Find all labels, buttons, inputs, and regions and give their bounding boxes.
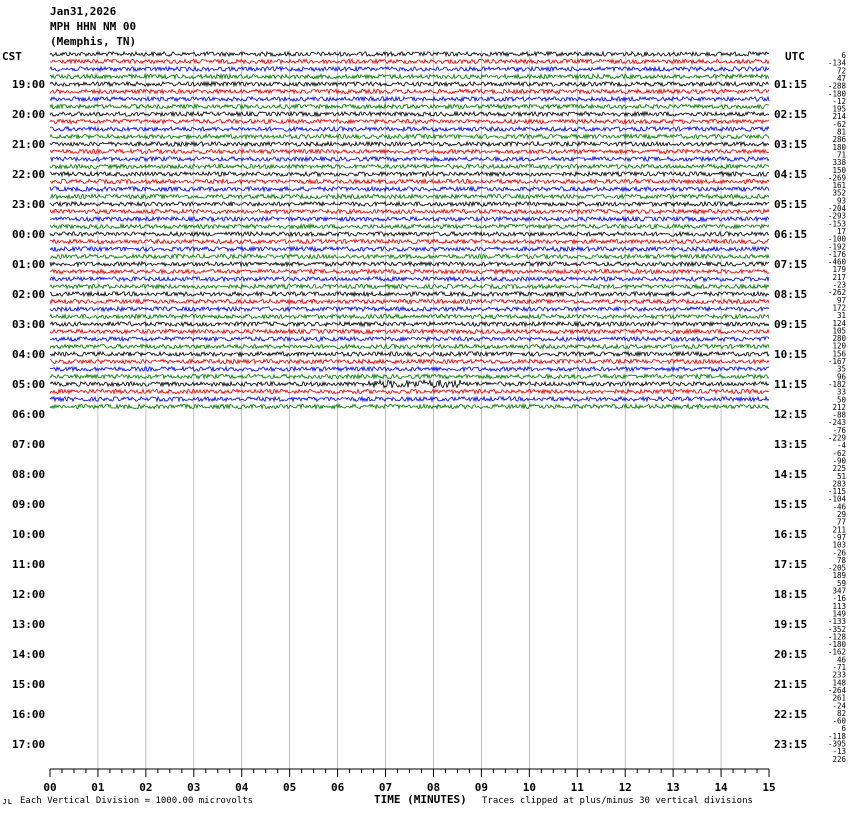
hour-label-utc: 02:15: [774, 108, 808, 121]
hour-label-cst: 07:00: [12, 438, 46, 451]
trace-offset-value: -60: [832, 716, 846, 726]
trace-offset-value: -395: [827, 739, 846, 749]
trace-offset-value: -134: [827, 58, 846, 68]
seismic-trace: [50, 104, 769, 108]
trace-offset-value: -269: [827, 173, 846, 183]
trace-offset-value: 161: [832, 181, 846, 191]
seismic-trace: [50, 269, 769, 273]
x-tick-label: 10: [522, 781, 536, 794]
hour-label-utc: 12:15: [774, 408, 808, 421]
seismic-trace: [50, 344, 769, 348]
x-tick-label: 11: [570, 781, 584, 794]
hour-label-cst: 04:00: [12, 348, 46, 361]
trace-offset-value: -12: [832, 96, 846, 106]
seismic-trace: [50, 374, 769, 378]
trace-offset-value: -62: [832, 119, 846, 129]
hour-label-cst: 17:00: [12, 738, 46, 751]
hour-label-utc: 15:15: [774, 498, 808, 511]
hour-label-cst: 14:00: [12, 648, 46, 661]
trace-offset-value: 6: [841, 51, 846, 60]
seismic-trace: [50, 74, 769, 78]
trace-offset-value: -243: [827, 418, 846, 428]
trace-offset-value: -167: [827, 357, 846, 366]
trace-offset-value: 113: [832, 601, 846, 611]
trace-offset-value: -205: [827, 563, 846, 573]
trace-offset-value: 59: [836, 578, 846, 588]
hour-label-utc: 11:15: [774, 378, 808, 391]
trace-offset-value: -23: [832, 280, 846, 290]
seismic-trace: [50, 262, 769, 266]
seismic-trace: [50, 164, 769, 168]
trace-offset-value: -88: [832, 410, 846, 420]
trace-offset-value: 72: [836, 66, 846, 76]
hour-label-cst: 23:00: [12, 198, 46, 211]
seismic-trace: [50, 329, 769, 333]
seismic-trace: [50, 322, 769, 326]
trace-offset-value: -293: [827, 211, 846, 221]
x-tick-label: 15: [762, 781, 776, 794]
trace-offset-value: 280: [832, 334, 846, 344]
trace-offset-value: -180: [827, 89, 846, 99]
seismic-trace: [50, 127, 769, 131]
trace-offset-value: 78: [836, 555, 846, 565]
hour-label-cst: 21:00: [12, 138, 46, 151]
trace-offset-value: -100: [827, 234, 846, 244]
trace-offset-value: 120: [832, 341, 846, 351]
trace-offset-value: -460: [827, 257, 846, 267]
trace-offset-value: 189: [832, 571, 846, 581]
left-timezone-label: CST: [2, 50, 22, 63]
hour-label-cst: 12:00: [12, 588, 46, 601]
seismic-trace: [50, 314, 769, 318]
x-tick-label: 04: [235, 781, 249, 794]
seismic-trace: [50, 239, 769, 243]
trace-offset-value: 82: [836, 708, 846, 718]
hour-label-utc: 20:15: [774, 648, 808, 661]
trace-offset-value: 50: [836, 395, 846, 405]
seismic-trace: [50, 247, 769, 251]
hour-label-cst: 13:00: [12, 618, 46, 631]
hour-label-utc: 09:15: [774, 318, 808, 331]
hour-label-cst: 02:00: [12, 288, 46, 301]
hour-label-cst: 15:00: [12, 678, 46, 691]
trace-offset-value: 217: [832, 272, 846, 282]
trace-offset-value: -204: [827, 204, 846, 213]
seismic-trace: [50, 224, 769, 228]
hour-label-utc: 08:15: [774, 288, 808, 301]
trace-offset-value: -264: [827, 685, 846, 695]
hour-label-cst: 22:00: [12, 168, 46, 181]
hour-label-cst: 03:00: [12, 318, 46, 331]
trace-offset-value: 149: [832, 609, 846, 619]
hour-label-utc: 04:15: [774, 168, 808, 181]
trace-offset-value: 96: [836, 372, 846, 382]
seismic-trace: [50, 359, 769, 363]
seismic-trace: [50, 380, 769, 388]
trace-offset-value: 105: [832, 326, 846, 336]
trace-offset-value: 233: [832, 670, 846, 680]
trace-offset-value: 47: [836, 73, 846, 83]
trace-offset-value: -115: [827, 487, 846, 497]
seismic-trace: [50, 119, 769, 123]
seismic-trace: [50, 202, 769, 206]
trace-offset-value: 6: [841, 724, 846, 734]
trace-offset-value: -4: [836, 441, 846, 451]
x-tick-label: 02: [139, 781, 153, 794]
x-tick-label: 03: [187, 781, 201, 794]
trace-offset-value: 214: [832, 112, 846, 122]
hour-label-utc: 07:15: [774, 258, 808, 271]
trace-offset-value: 283: [832, 479, 846, 489]
hour-label-utc: 23:15: [774, 738, 808, 751]
trace-offset-value: 51: [836, 471, 846, 481]
hour-label-cst: 10:00: [12, 528, 46, 541]
trace-offset-value: -133: [827, 617, 846, 627]
seismic-trace: [50, 142, 769, 146]
seismic-trace: [50, 82, 769, 86]
seismic-trace: [50, 194, 769, 198]
hour-label-utc: 13:15: [774, 438, 808, 451]
trace-offset-value: 261: [832, 693, 846, 703]
header-station: MPH HHN NM 00: [50, 20, 137, 33]
hour-label-utc: 16:15: [774, 528, 808, 541]
right-timezone-label: UTC: [785, 50, 805, 63]
hour-label-cst: 16:00: [12, 708, 46, 721]
trace-offset-value: 81: [836, 127, 846, 137]
hour-label-utc: 17:15: [774, 558, 808, 571]
seismic-trace: [50, 307, 769, 311]
hour-label-utc: 21:15: [774, 678, 808, 691]
trace-offset-value: 179: [832, 265, 846, 275]
trace-offset-value: 103: [832, 540, 846, 550]
trace-offset-value: 71: [836, 150, 846, 160]
clip-note: Traces clipped at plus/minus 30 vertical divisions: [482, 796, 753, 806]
trace-offset-value: 338: [832, 158, 846, 168]
trace-offset-value: -26: [832, 548, 846, 558]
trace-offset-value: -71: [832, 663, 846, 672]
hour-label-utc: 06:15: [774, 228, 808, 241]
seismic-trace: [50, 67, 769, 71]
footer-mark: ᴊʟ: [2, 797, 13, 807]
trace-offset-value: -24: [832, 701, 846, 711]
seismic-trace: [50, 367, 769, 371]
seismic-trace: [50, 389, 769, 393]
x-axis-title: TIME (MINUTES): [374, 793, 467, 806]
hour-label-utc: 19:15: [774, 618, 808, 631]
trace-offset-value: -97: [832, 532, 846, 542]
header-location: (Memphis, TN): [50, 35, 137, 48]
hour-label-cst: 19:00: [12, 78, 46, 91]
x-tick-label: 13: [666, 781, 680, 794]
trace-offset-value: -162: [827, 647, 846, 657]
seismic-trace: [50, 112, 769, 116]
trace-offset-value: 77: [836, 517, 846, 527]
trace-offset-value: 46: [836, 655, 846, 665]
trace-offset-value: -46: [832, 502, 846, 512]
trace-offset-value: -16: [832, 594, 846, 604]
trace-offset-value: 31: [836, 311, 846, 321]
seismic-trace: [50, 404, 769, 408]
trace-offset-value: 180: [832, 142, 846, 152]
trace-offset-value: 17: [836, 226, 846, 236]
trace-offset-value: 156: [832, 349, 846, 359]
trace-offset-value: -62: [832, 448, 846, 458]
seismic-trace: [50, 179, 769, 183]
seismic-trace: [50, 97, 769, 101]
seismic-trace: [50, 134, 769, 138]
hour-label-cst: 20:00: [12, 108, 46, 121]
trace-offset-value: 33: [836, 387, 846, 397]
trace-offset-value: -352: [827, 624, 846, 634]
seismic-trace: [50, 187, 769, 191]
x-tick-label: 12: [618, 781, 632, 794]
trace-offset-value: -118: [827, 731, 846, 741]
trace-offset-value: -182: [827, 379, 846, 389]
x-tick-label: 14: [714, 781, 728, 794]
trace-offset-value: 195: [832, 104, 846, 114]
x-tick-label: 07: [378, 781, 393, 794]
seismic-trace: [50, 352, 769, 356]
scale-note: Each Vertical Division = 1000.00 microvolts: [20, 796, 253, 806]
x-tick-label: 00: [43, 781, 57, 794]
x-tick-label: 08: [426, 781, 441, 794]
hour-label-utc: 05:15: [774, 198, 808, 211]
trace-offset-value: 150: [832, 165, 846, 175]
seismic-trace: [50, 299, 769, 303]
seismic-trace: [50, 209, 769, 213]
hour-label-utc: 10:15: [774, 348, 808, 361]
trace-offset-value: 211: [832, 525, 846, 535]
trace-offset-value: 226: [832, 754, 846, 764]
hour-label-cst: 05:00: [12, 378, 46, 391]
seismic-trace: [50, 89, 769, 93]
trace-offset-value: -262: [827, 288, 846, 298]
trace-offset-value: 172: [832, 303, 846, 313]
trace-offset-value: -180: [827, 640, 846, 650]
trace-offset-value: -192: [827, 242, 846, 252]
trace-offset-value: 93: [836, 196, 846, 206]
trace-offset-value: 29: [836, 510, 846, 519]
trace-offset-value: 352: [832, 188, 846, 198]
seismic-trace: [50, 284, 769, 288]
trace-offset-value: 35: [836, 364, 846, 374]
seismic-trace: [50, 397, 769, 401]
hour-label-cst: 09:00: [12, 498, 46, 511]
hour-label-utc: 01:15: [774, 78, 808, 91]
trace-offset-value: 97: [836, 295, 846, 305]
trace-offset-value: -13: [832, 747, 846, 757]
trace-offset-value: -229: [827, 433, 846, 443]
hour-label-utc: 03:15: [774, 138, 808, 151]
trace-offset-value: -176: [827, 249, 846, 259]
hour-label-utc: 14:15: [774, 468, 808, 481]
hour-label-cst: 11:00: [12, 558, 46, 571]
hour-label-cst: 01:00: [12, 258, 46, 271]
seismic-trace: [50, 157, 769, 161]
x-tick-label: 09: [474, 781, 489, 794]
hour-label-utc: 18:15: [774, 588, 808, 601]
trace-offset-value: -90: [832, 456, 846, 466]
seismic-trace: [50, 292, 769, 296]
trace-offset-value: 148: [832, 678, 846, 688]
seismic-trace: [50, 217, 769, 221]
hour-label-cst: 00:00: [12, 228, 46, 241]
seismic-trace: [50, 52, 769, 56]
trace-offset-value: 212: [832, 402, 846, 412]
hour-label-utc: 22:15: [774, 708, 808, 721]
x-tick-label: 05: [283, 781, 297, 794]
trace-offset-value: -153: [827, 219, 846, 229]
seismic-trace: [50, 172, 769, 176]
trace-offset-value: -104: [827, 494, 846, 504]
trace-offset-value: -288: [827, 81, 846, 91]
trace-offset-value: -76: [832, 425, 846, 435]
trace-offset-value: 286: [832, 135, 846, 145]
seismic-trace: [50, 277, 769, 281]
x-tick-label: 06: [330, 781, 345, 794]
hour-label-cst: 06:00: [12, 408, 46, 421]
hour-label-cst: 08:00: [12, 468, 46, 481]
seismic-trace: [50, 254, 769, 258]
x-tick-label: 01: [91, 781, 105, 794]
trace-offset-value: -128: [827, 632, 846, 642]
header-date: Jan31,2026: [50, 5, 117, 18]
seismic-trace: [50, 149, 769, 153]
seismic-trace: [50, 59, 769, 63]
trace-offset-value: 347: [832, 586, 846, 596]
trace-offset-value: 225: [832, 464, 846, 474]
seismic-trace: [50, 232, 769, 236]
seismic-trace: [50, 337, 769, 341]
trace-offset-value: 124: [832, 318, 846, 328]
